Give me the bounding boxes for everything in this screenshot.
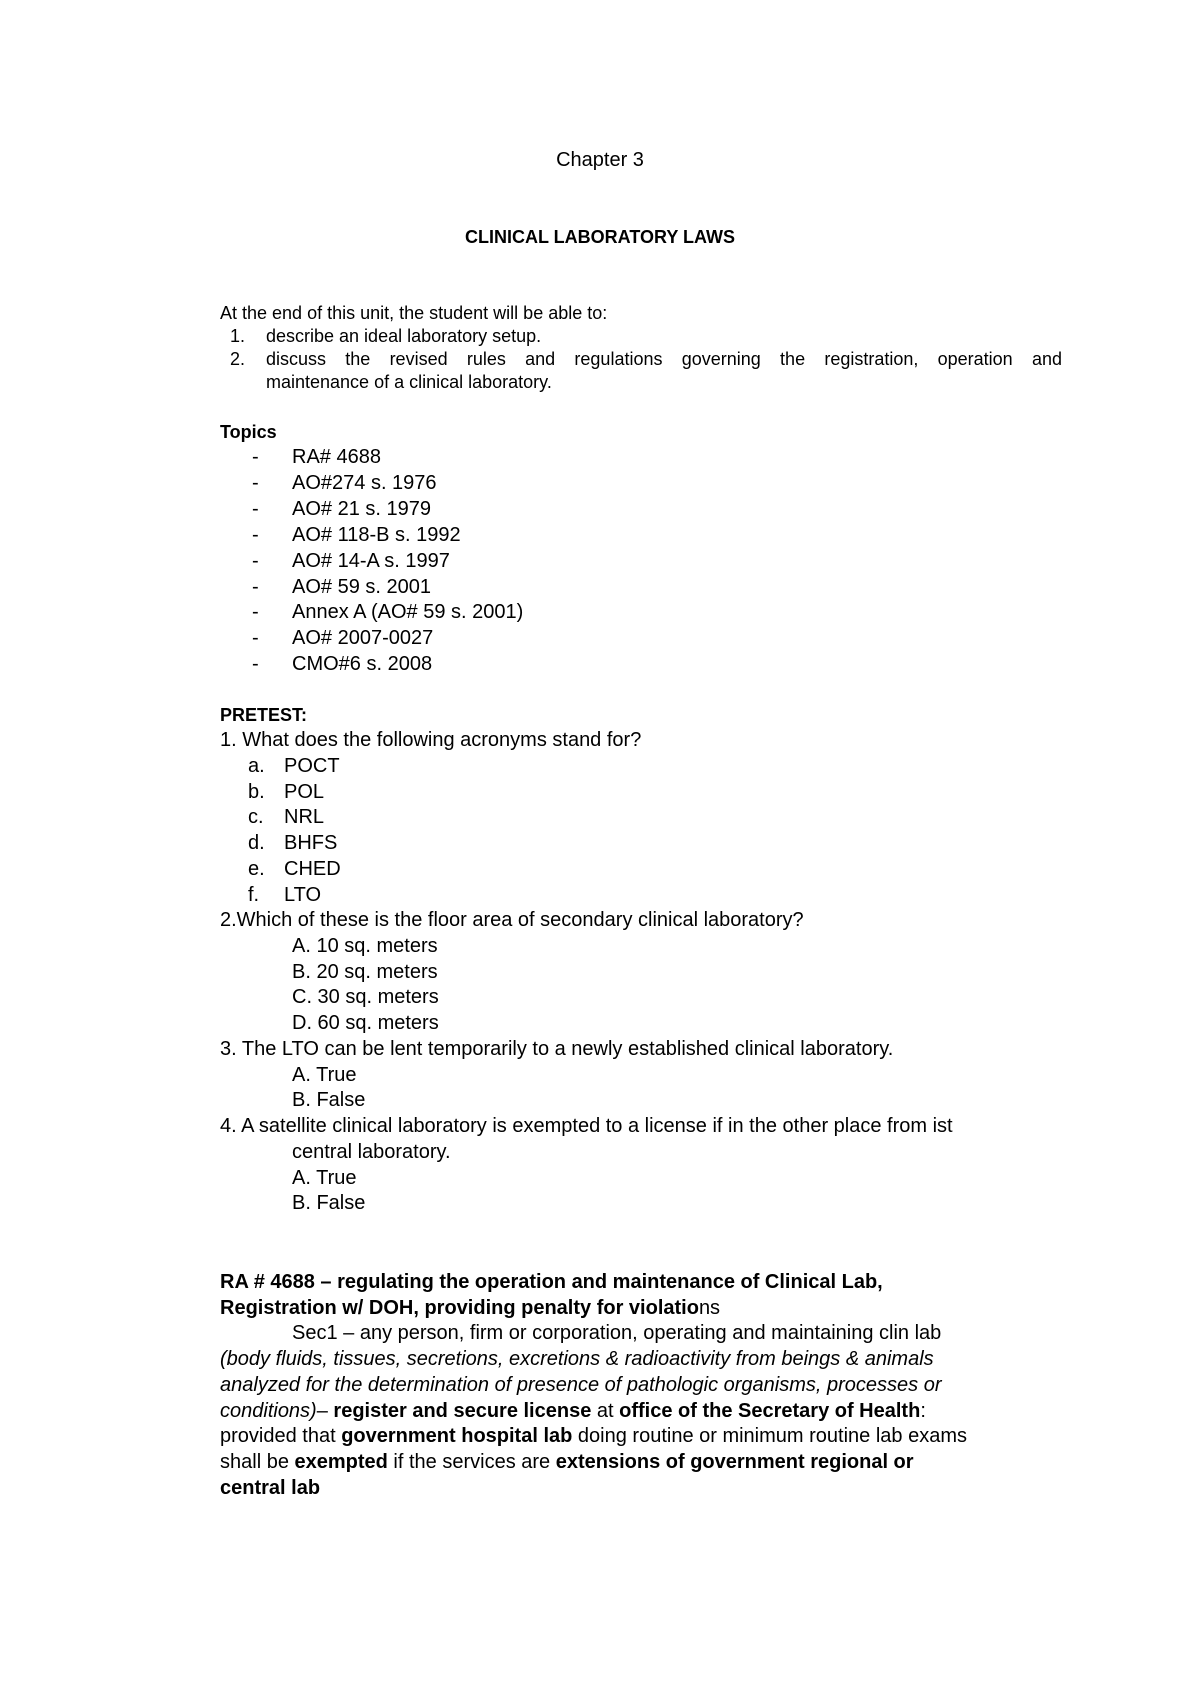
ra4688-line-provided bbox=[220, 1424, 967, 1448]
topic-item: AO# 21 s. 1979 bbox=[292, 498, 431, 520]
ra4688-heading-bold: Registration w/ DOH, providing penalty for violatio bbox=[220, 1297, 699, 1319]
list-dash: - bbox=[252, 524, 259, 546]
list-dash: - bbox=[252, 446, 259, 468]
option-letter: f. bbox=[248, 884, 260, 906]
text-dash: – bbox=[316, 1400, 334, 1422]
ra4688-line-register bbox=[220, 1399, 926, 1423]
option-text: LTO bbox=[284, 884, 322, 906]
list-dash: - bbox=[252, 627, 259, 649]
option-letter: d. bbox=[248, 832, 265, 854]
option-text: POCT bbox=[284, 755, 340, 777]
list-dash: - bbox=[252, 472, 259, 494]
bold-central-lab: central lab bbox=[220, 1477, 321, 1499]
option-text: POL bbox=[284, 781, 325, 803]
text-shall-be: shall be bbox=[220, 1451, 295, 1473]
option-text: BHFS bbox=[284, 832, 338, 854]
question-2: 2.Which of these is the floor area of secondary clinical laboratory? bbox=[220, 909, 804, 931]
topic-item: AO# 59 s. 2001 bbox=[292, 576, 431, 598]
objective-text: discuss the revised rules and regulations governing the registration, operation and bbox=[266, 349, 1062, 369]
option-letter: b. bbox=[248, 781, 265, 803]
topic-item: Annex A (AO# 59 s. 2001) bbox=[292, 601, 524, 623]
ra4688-scope-line3: conditions) bbox=[220, 1400, 317, 1422]
option-text: A. True bbox=[292, 1167, 357, 1189]
text-provided: provided that bbox=[220, 1425, 342, 1447]
topic-item: RA# 4688 bbox=[292, 446, 381, 468]
pretest-heading: PRETEST: bbox=[220, 705, 308, 725]
bold-office-secretary: office of the Secretary of Health bbox=[619, 1400, 921, 1422]
option-text: B. 20 sq. meters bbox=[292, 961, 438, 983]
option-text: D. 60 sq. meters bbox=[292, 1012, 439, 1034]
objective-number: 1. bbox=[230, 326, 246, 346]
option-text: CHED bbox=[284, 858, 341, 880]
list-dash: - bbox=[252, 576, 259, 598]
option-text: B. False bbox=[292, 1089, 366, 1111]
option-letter: e. bbox=[248, 858, 265, 880]
page-title: CLINICAL LABORATORY LAWS bbox=[465, 227, 735, 247]
topic-item: AO# 14-A s. 1997 bbox=[292, 550, 450, 572]
ra4688-heading-line2 bbox=[220, 1296, 720, 1320]
list-dash: - bbox=[252, 601, 259, 623]
topic-item: AO# 2007-0027 bbox=[292, 627, 434, 649]
topic-item: AO# 118-B s. 1992 bbox=[292, 524, 461, 546]
ra4688-heading: RA # 4688 – regulating the operation and maintenance of Clinical Lab, bbox=[220, 1271, 883, 1293]
question-3: 3. The LTO can be lent temporarily to a newly established clinical laboratory. bbox=[220, 1038, 894, 1060]
ra4688-scope-line1: (body fluids, tissues, secretions, excretions & radioactivity from beings & animals bbox=[220, 1348, 934, 1370]
text-doing: doing routine or minimum routine lab exams bbox=[572, 1425, 967, 1447]
objectives-intro: At the end of this unit, the student will be able to: bbox=[220, 303, 608, 323]
objective-number: 2. bbox=[230, 349, 246, 369]
chapter-label: Chapter 3 bbox=[556, 149, 644, 171]
topic-item: CMO#6 s. 2008 bbox=[292, 653, 433, 675]
ra4688-sec1: Sec1 – any person, firm or corporation, operating and maintaining clin lab bbox=[292, 1322, 942, 1344]
list-dash: - bbox=[252, 550, 259, 572]
objective-text-continuation: maintenance of a clinical laboratory. bbox=[266, 372, 552, 392]
option-text: A. 10 sq. meters bbox=[292, 935, 438, 957]
bold-register-license: register and secure license bbox=[333, 1400, 592, 1422]
list-dash: - bbox=[252, 653, 259, 675]
option-text: C. 30 sq. meters bbox=[292, 986, 439, 1008]
option-text: B. False bbox=[292, 1192, 366, 1214]
bold-government-hospital-lab: government hospital lab bbox=[341, 1425, 573, 1447]
question-4-continuation: central laboratory. bbox=[292, 1141, 451, 1163]
text-if-services: if the services are bbox=[387, 1451, 556, 1473]
topics-heading: Topics bbox=[220, 422, 277, 442]
bold-extensions: extensions of government regional or bbox=[555, 1451, 914, 1473]
question-4: 4. A satellite clinical laboratory is exempted to a license if in the other place from ist bbox=[220, 1115, 953, 1137]
topic-item: AO#274 s. 1976 bbox=[292, 472, 437, 494]
option-letter: c. bbox=[248, 806, 264, 828]
option-letter: a. bbox=[248, 755, 265, 777]
ra4688-line-exempted bbox=[220, 1450, 914, 1474]
question-1: 1. What does the following acronyms stand for? bbox=[220, 729, 642, 751]
bold-exempted: exempted bbox=[294, 1451, 388, 1473]
objective-text: describe an ideal laboratory setup. bbox=[266, 326, 542, 346]
text-colon: : bbox=[920, 1400, 926, 1422]
ra4688-heading-tail: ns bbox=[698, 1297, 721, 1319]
text-at: at bbox=[591, 1400, 620, 1422]
list-dash: - bbox=[252, 498, 259, 520]
ra4688-scope-line2: analyzed for the determination of presence of pathologic organisms, processes or bbox=[220, 1374, 942, 1396]
option-text: A. True bbox=[292, 1064, 357, 1086]
option-text: NRL bbox=[284, 806, 325, 828]
